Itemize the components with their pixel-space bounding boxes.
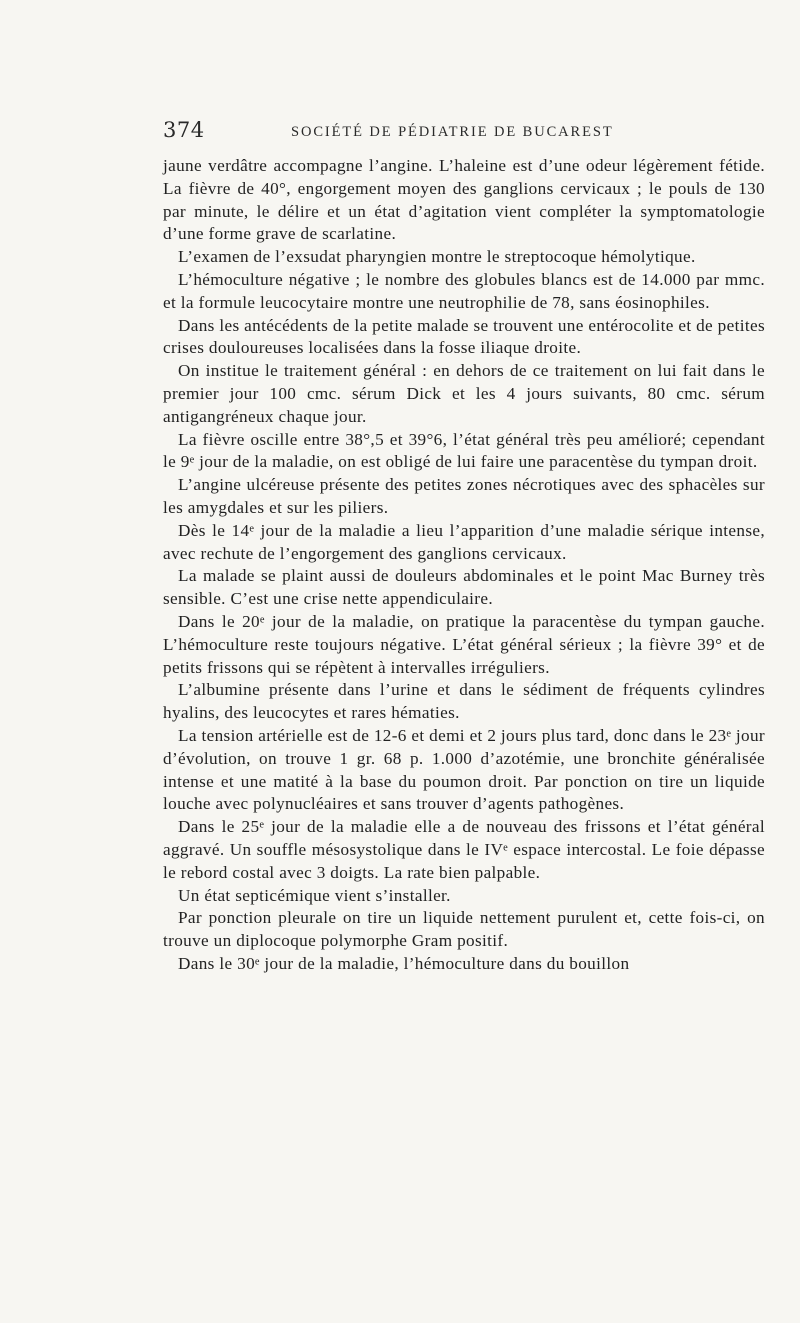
paragraph: On institue le traitement général : en dehors de ce traitement on lui fait dans le premier jour 100 cmc. sérum Dick et les 4 jours suivants, 80 cmc. sérum antigangréneux chaque jour. xyxy=(163,361,765,426)
page-number: 374 xyxy=(163,118,205,142)
running-title: SOCIÉTÉ DE PÉDIATRIE DE BUCAREST xyxy=(291,124,614,140)
paragraph: Un état septicémique vient s’installer. xyxy=(178,885,451,905)
paragraph: Dès le 14ᵉ jour de la maladie a lieu l’apparition d’une maladie sérique intense, avec rechute de l’engorgement des ganglions cervicaux. xyxy=(163,520,765,563)
paragraph: Dans les antécédents de la petite malade se trouvent une entérocolite et de petites crises douloureuses localisées dans la fosse iliaque droite. xyxy=(163,315,765,358)
paragraph: La tension artérielle est de 12-6 et demi et 2 jours plus tard, donc dans le 23ᵉ jour d’évolution, on trouve 1 gr. 68 p. 1.000 d’azotémie, une bronchite généralisée intense et une matité à la base du poumon droit. Par ponction on tire un liquide louche avec polynucléaires et sans trouver d’agents pathogènes. xyxy=(163,725,765,814)
paragraph: La malade se plaint aussi de douleurs abdominales et le point Mac Burney très sensible. C’est une crise nette appendiculaire. xyxy=(163,566,765,609)
paragraph: jaune verdâtre accompagne l’angine. L’haleine est d’une odeur légèrement fétide. La fièvre de 40°, engorgement moyen des ganglions cervicaux ; le pouls de 130 par minute, le délire et un état d’agitation vient compléter la symptomatologie d’une forme grave de scarlatine. xyxy=(163,156,765,244)
paragraph: L’hémoculture négative ; le nombre des globules blancs est de 14.000 par mmc. et la formule leucocytaire montre une neutrophilie de 78, sans éosinophiles. xyxy=(163,269,765,312)
paragraph: Dans le 20ᵉ jour de la maladie, on pratique la paracentèse du tympan gauche. L’hémoculture reste toujours négative. L’état général sérieux ; la fièvre 39° et de petits frissons qui se répètent à intervalles irréguliers. xyxy=(163,611,765,677)
paragraph: L’angine ulcéreuse présente des petites zones nécrotiques avec des sphacèles sur les amygdales et sur les piliers. xyxy=(163,475,765,517)
paragraph: Par ponction pleurale on tire un liquide nettement purulent et, cette fois-ci, on trouve un diplocoque polymorphe Gram positif. xyxy=(163,908,765,951)
paragraph: La fièvre oscille entre 38°,5 et 39°6, l’état général très peu amélioré; cependant le 9ᵉ jour de la maladie, on est obligé de lui faire une paracentèse du tympan droit. xyxy=(163,429,765,472)
paragraph: Dans le 30ᵉ jour de la maladie, l’hémoculture dans du bouillon xyxy=(178,953,630,973)
paragraph: L’albumine présente dans l’urine et dans le sédiment de fréquents cylindres hyalins, des leucocytes et rares hématies. xyxy=(163,680,765,723)
body-text xyxy=(163,155,765,976)
page-header xyxy=(163,118,763,148)
paragraph: Dans le 25ᵉ jour de la maladie elle a de nouveau des frissons et l’état général aggravé. Un souffle mésosystolique dans le IVᵉ espace intercostal. Le foie dépasse le rebord costal avec 3 doigts. La rate bien palpable. xyxy=(163,817,765,882)
paragraph: L’examen de l’exsudat pharyngien montre le streptocoque hémolytique. xyxy=(178,247,696,267)
